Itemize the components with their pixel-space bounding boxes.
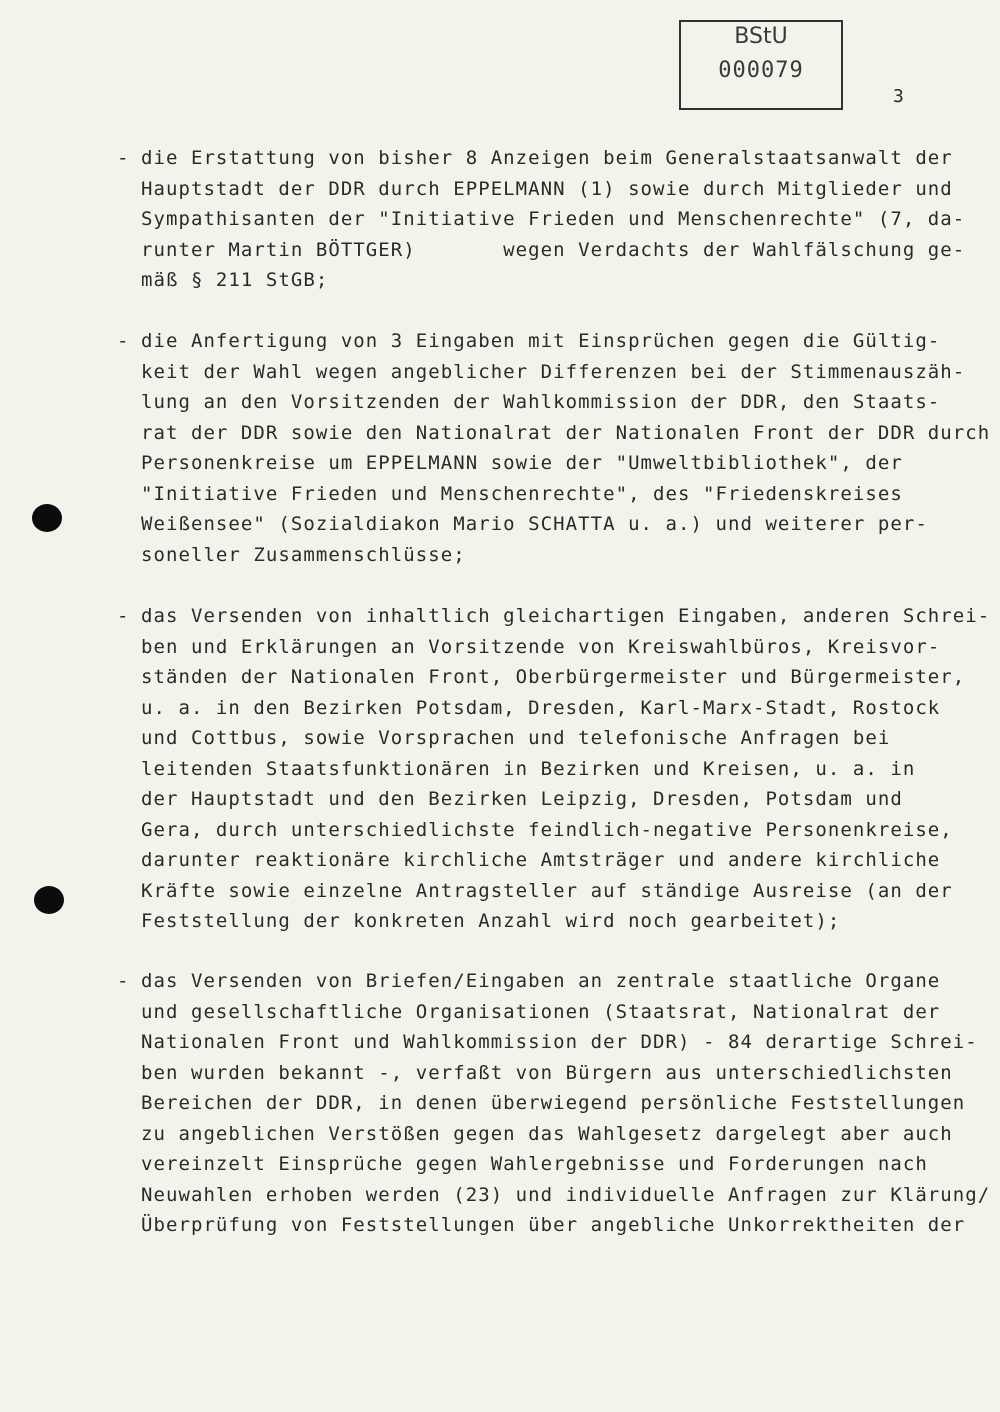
text-line: ben wurden bekannt -, verfaßt von Bürgern aus unterschiedlichsten	[141, 1061, 953, 1084]
bullet-dash: -	[117, 147, 129, 169]
text-line: u. a. in den Bezirken Potsdam, Dresden, Karl-Marx-Stadt, Rostock	[141, 696, 941, 719]
text-line: Kräfte sowie einzelne Antragsteller auf ständige Ausreise (an der	[141, 879, 953, 902]
text-line: lung an den Vorsitzenden der Wahlkommission der DDR, den Staats-	[141, 391, 941, 413]
text-line: runter Martin BÖTTGER) wegen Verdachts der Wahlfälschung ge-	[141, 238, 966, 261]
text-line: rat der DDR sowie den Nationalrat der Nationalen Front der DDR durch	[141, 421, 991, 444]
text-line: "Initiative Frieden und Menschenrechte", des "Friedenskreises	[141, 482, 903, 505]
text-line: vereinzelt Einsprüche gegen Wahlergebnisse und Forderungen nach	[141, 1153, 928, 1175]
text-line: darunter reaktionäre kirchliche Amtsträger und andere kirchliche	[141, 849, 941, 871]
punch-hole	[32, 504, 62, 532]
text-line: mäß § 211 StGB;	[141, 269, 329, 291]
text-line: leitenden Staatsfunktionären in Bezirken und Kreisen, u. a. in	[141, 757, 916, 780]
text-line: Neuwahlen erhoben werden (23) und individuelle Anfragen zur Klärung/	[141, 1183, 991, 1206]
text-line: Hauptstadt der DDR durch EPPELMANN (1) sowie durch Mitglieder und	[141, 177, 953, 200]
text-line: Bereichen der DDR, in denen überwiegend persönliche Feststellungen	[141, 1092, 966, 1114]
text-line: die Erstattung von bisher 8 Anzeigen beim Generalstaatsanwalt der	[141, 147, 953, 169]
text-line: keit der Wahl wegen angeblicher Differenzen bei der Stimmenauszäh-	[141, 360, 966, 383]
text-line: das Versenden von inhaltlich gleichartigen Eingaben, anderen Schrei-	[141, 605, 991, 627]
archive-stamp	[679, 20, 843, 110]
text-line: die Anfertigung von 3 Eingaben mit Einsprüchen gegen die Gültig-	[141, 330, 941, 352]
bullet-dash: -	[117, 970, 129, 992]
text-line: Gera, durch unterschiedlichste feindlich-negative Personenkreise,	[141, 818, 953, 841]
text-line: Überprüfung von Feststellungen über angebliche Unkorrektheiten der	[141, 1214, 966, 1236]
bullet-dash: -	[117, 605, 129, 627]
text-line: das Versenden von Briefen/Eingaben an zentrale staatliche Organe	[141, 970, 941, 992]
text-line: Sympathisanten der "Initiative Frieden und Menschenrechte" (7, da-	[141, 208, 966, 230]
text-line: und gesellschaftliche Organisationen (Staatsrat, Nationalrat der	[141, 1000, 941, 1023]
bullet-dash: -	[117, 330, 129, 352]
text-line: Personenkreise um EPPELMANN sowie der "Umweltbibliothek", der	[141, 452, 903, 474]
text-line: soneller Zusammenschlüsse;	[141, 543, 466, 566]
text-line: ben und Erklärungen an Vorsitzende von Kreiswahlbüros, Kreisvor-	[141, 635, 941, 658]
text-line: der Hauptstadt und den Bezirken Leipzig, Dresden, Potsdam und	[141, 788, 903, 810]
stamp-label: BStU	[734, 24, 788, 49]
text-line: Weißensee" (Sozialdiakon Mario SCHATTA u. a.) und weiterer per-	[141, 513, 928, 535]
stamp-number: 000079	[718, 58, 804, 83]
text-line: Nationalen Front und Wahlkommission der DDR) - 84 derartige Schrei-	[141, 1031, 978, 1053]
punch-hole	[34, 886, 64, 914]
text-line: ständen der Nationalen Front, Oberbürgermeister und Bürgermeister,	[141, 666, 966, 688]
text-line: und Cottbus, sowie Vorsprachen und telefonische Anfragen bei	[141, 727, 891, 749]
text-line: zu angeblichen Verstößen gegen das Wahlgesetz dargelegt aber auch	[141, 1122, 953, 1145]
text-line: Feststellung der konkreten Anzahl wird noch gearbeitet);	[141, 910, 841, 932]
page-number: 3	[893, 86, 904, 107]
